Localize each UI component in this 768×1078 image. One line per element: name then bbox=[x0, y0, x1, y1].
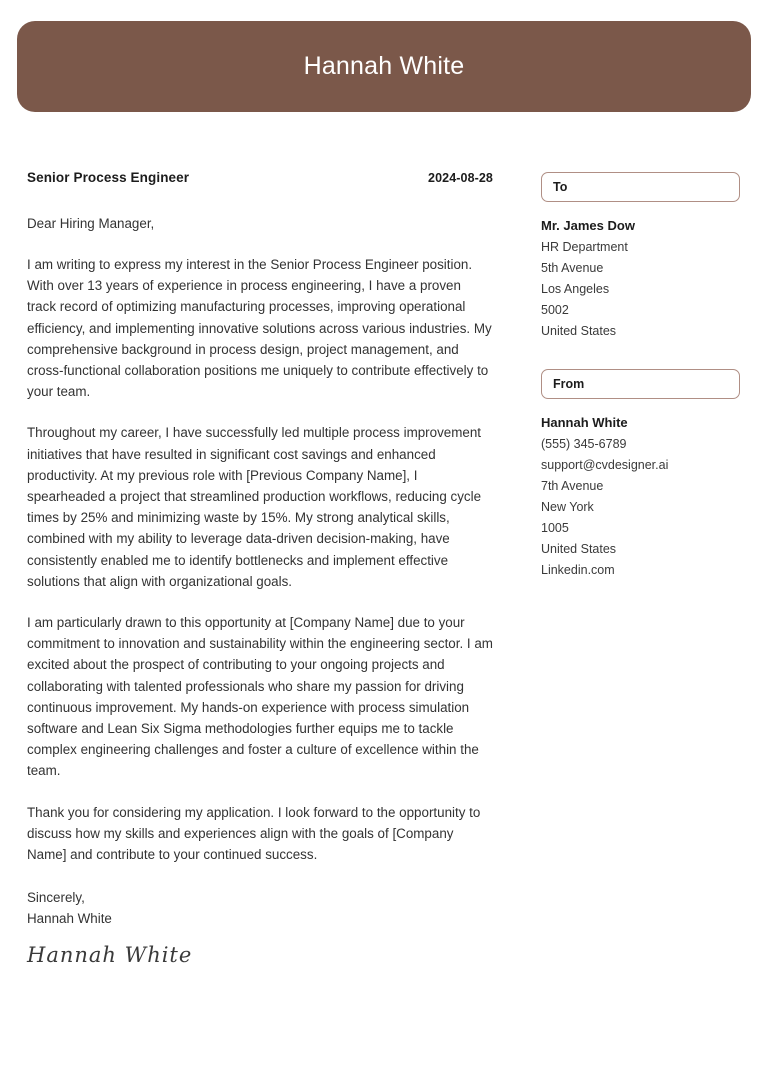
job-title: Senior Process Engineer bbox=[27, 170, 190, 185]
closing-name: Hannah White bbox=[27, 911, 112, 927]
from-field-label: From bbox=[553, 377, 585, 391]
sender-email: support@cvdesigner.ai bbox=[541, 458, 669, 472]
sender-address bbox=[541, 412, 740, 581]
page-title: Hannah White bbox=[303, 52, 465, 80]
recipient-line: 5th Avenue bbox=[541, 261, 604, 275]
sender-section bbox=[541, 369, 740, 581]
recipient-line: HR Department bbox=[541, 240, 628, 254]
letter-paragraph-4: Thank you for considering my application. I look forward to the opportunity to discuss how my skills and experiences align with the goals of [Company Name] and contribute to your continued success. bbox=[27, 804, 481, 863]
closing-phrase: Sincerely, bbox=[27, 890, 85, 906]
sender-line: United States bbox=[541, 542, 617, 556]
recipient-line: United States bbox=[541, 324, 617, 338]
sender-website: Linkedin.com bbox=[541, 563, 615, 577]
recipient-section bbox=[541, 172, 740, 342]
recipient-line: Los Angeles bbox=[541, 282, 610, 296]
sender-line: 7th Avenue bbox=[541, 479, 604, 493]
letter-side-column bbox=[541, 172, 740, 581]
letter-date: 2024-08-28 bbox=[428, 171, 493, 185]
letter-main-column bbox=[27, 170, 493, 967]
letter-title-row bbox=[27, 170, 493, 185]
to-field-box[interactable] bbox=[541, 172, 740, 202]
header-banner bbox=[17, 21, 751, 112]
sender-line: New York bbox=[541, 500, 594, 514]
to-field-label: To bbox=[553, 180, 568, 194]
sender-line: 1005 bbox=[541, 521, 569, 535]
recipient-line: 5002 bbox=[541, 303, 569, 317]
signature: Hannah White bbox=[27, 943, 193, 968]
letter-paragraph-1: I am writing to express my interest in the Senior Process Engineer position. With over 13 years of experience in process engineering, I have a proven track record of optimizing manufacturing processes, improving operational efficiency, and implementing innovative solutions across various industries. My comprehensive background in process design, project management, and cross-functional collaboration positions me uniquely to contribute effectively to your team. bbox=[27, 257, 492, 400]
letter-paragraph-3: I am particularly drawn to this opportunity at [Company Name] due to your commitment to innovation and sustainability within the engineering sector. I am excited about the prospect of contributing to your ongoing projects and collaborating with talented professionals who share my passion for driving continuous improvement. My hands-on experience with process simulation software and Lean Six Sigma methodologies further equips me to tackle complex engineering challenges and foster a culture of excellence within the team. bbox=[27, 615, 493, 779]
letter-closing bbox=[27, 887, 493, 929]
recipient-address bbox=[541, 215, 740, 342]
sender-name: Hannah White bbox=[541, 415, 628, 430]
salutation: Dear Hiring Manager, bbox=[27, 216, 155, 231]
from-field-box[interactable] bbox=[541, 369, 740, 399]
recipient-name: Mr. James Dow bbox=[541, 218, 635, 233]
letter-paragraph-2: Throughout my career, I have successfully led multiple process improvement initiatives that have resulted in significant cost savings and enhanced productivity. At my previous role with [Previous Company Name], I spearheaded a project that streamlined production workflows, reducing cycle times by 25% and minimizing waste by 15%. My strong analytical skills, combined with my ability to leverage data-driven decision-making, have consistently enabled me to identify bottlenecks and implement effective solutions that align with organizational goals. bbox=[27, 425, 482, 589]
sender-phone: (555) 345-6789 bbox=[541, 437, 627, 451]
